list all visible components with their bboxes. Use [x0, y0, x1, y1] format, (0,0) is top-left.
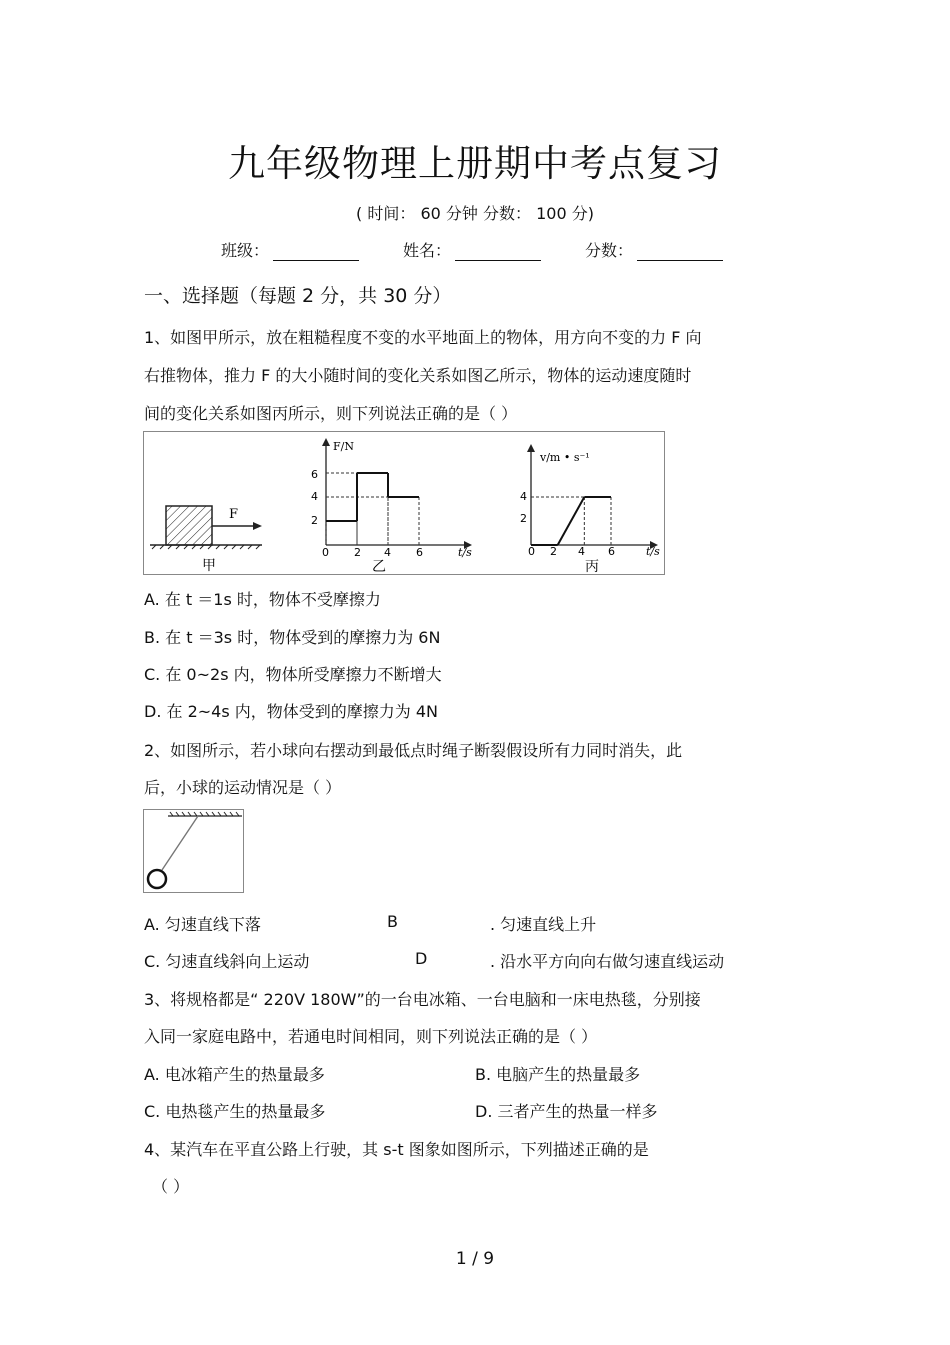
q3-line-2: 入同一家庭电路中，若通电时间相同，则下列说法正确的是（ ） [144, 1027, 598, 1046]
q1-line-2: 右推物体，推力 F 的大小随时间的变化关系如图乙所示，物体的运动速度随时 [144, 366, 692, 385]
bing-ytick-4: 4 [520, 490, 527, 503]
figure-yi [311, 438, 472, 574]
yi-ytick-2: 2 [311, 514, 318, 527]
jia-force-label: F [229, 507, 239, 522]
q3-line-1: 3、将规格都是“ 220V 180W”的一台电冰箱、一台电脑和一床电热毯，分别接 [144, 990, 701, 1009]
figure-jia [150, 506, 262, 574]
name-blank [455, 242, 541, 261]
class-field [221, 238, 359, 261]
bing-xtick-6: 6 [608, 545, 615, 558]
page-title: 九年级物理上册期中考点复习 [228, 142, 722, 185]
yi-caption: 乙 [372, 559, 386, 574]
q4-line-2: （ ） [152, 1177, 190, 1196]
q2-option-d: . 沿水平方向向右做匀速直线运动 [490, 952, 725, 971]
q2-pendulum-figure [143, 809, 244, 893]
page-number: 1 / 9 [455, 1249, 495, 1269]
q1-line-3: 间的变化关系如图丙所示，则下列说法正确的是（ ） [144, 404, 518, 423]
q2-option-b: . 匀速直线上升 [490, 915, 597, 934]
q3-option-a: A. 电冰箱产生的热量最多 [144, 1065, 325, 1084]
yi-ytick-6: 6 [311, 468, 318, 481]
bing-y-arrowhead [527, 444, 535, 452]
name-label: 姓名： [403, 241, 452, 260]
section-heading: 一、选择题（每题 2 分，共 30 分） [144, 285, 452, 307]
q2-option-c: C. 匀速直线斜向上运动 [144, 952, 310, 971]
name-field [403, 238, 541, 261]
jia-caption: 甲 [202, 558, 216, 574]
bing-xtick-4: 4 [578, 545, 585, 558]
time-info: ( 时间： 60 分钟 分数： 100 分) [356, 204, 594, 223]
yi-ytick-4: 4 [311, 490, 318, 503]
bing-xtick-0: 0 [528, 545, 535, 558]
pendulum-ball [148, 870, 166, 888]
q3-option-b: B. 电脑产生的热量最多 [475, 1065, 641, 1084]
q1-figure-svg [144, 432, 664, 574]
bing-ylabel: v/m • s⁻¹ [540, 451, 590, 464]
yi-xtick-6: 6 [416, 546, 423, 559]
q1-figure [143, 431, 665, 575]
q1-option-b: B. 在 t ＝3s 时，物体受到的摩擦力为 6N [144, 628, 441, 647]
bing-segment-1 [558, 497, 585, 545]
yi-xlabel: t/s [458, 546, 472, 559]
yi-xtick-0: 0 [322, 546, 329, 559]
yi-plot [326, 473, 419, 545]
bing-xtick-2: 2 [550, 545, 557, 558]
pendulum-string [162, 816, 198, 870]
figure-bing [520, 444, 660, 574]
q2-option-b-letter: B [387, 912, 398, 931]
score-label: 分数： [585, 241, 634, 260]
bing-caption: 丙 [585, 559, 599, 574]
pendulum-svg [144, 810, 243, 892]
q1-option-d: D. 在 2~4s 内，物体受到的摩擦力为 4N [144, 702, 439, 721]
jia-block [166, 506, 212, 545]
score-field [585, 238, 723, 261]
q2-line-2: 后，小球的运动情况是（ ） [144, 778, 342, 797]
yi-xtick-4: 4 [384, 546, 391, 559]
bing-xlabel: t/s [646, 545, 660, 558]
bing-ytick-2: 2 [520, 512, 527, 525]
class-blank [273, 242, 359, 261]
yi-xtick-2: 2 [354, 546, 361, 559]
q3-option-c: C. 电热毯产生的热量最多 [144, 1102, 326, 1121]
q1-option-a: A. 在 t ＝1s 时，物体不受摩擦力 [144, 590, 381, 609]
q1-line-1: 1、如图甲所示，放在粗糙程度不变的水平地面上的物体，用方向不变的力 F 向 [144, 328, 702, 347]
q1-option-c: C. 在 0~2s 内，物体所受摩擦力不断增大 [144, 665, 442, 684]
q2-option-a: A. 匀速直线下落 [144, 915, 261, 934]
score-blank [637, 242, 723, 261]
q2-line-1: 2、如图所示，若小球向右摆动到最低点时绳子断裂假设所有力同时消失，此 [144, 741, 683, 760]
jia-arrowhead [253, 522, 262, 530]
class-label: 班级： [221, 241, 270, 260]
bing-plot [531, 497, 611, 545]
yi-ylabel: F/N [333, 440, 354, 453]
q3-option-d: D. 三者产生的热量一样多 [475, 1102, 658, 1121]
q2-option-d-letter: D [415, 949, 428, 968]
q4-line-1: 4、某汽车在平直公路上行驶，其 s-t 图象如图所示，下列描述正确的是 [144, 1140, 649, 1159]
yi-y-arrowhead [322, 438, 330, 446]
